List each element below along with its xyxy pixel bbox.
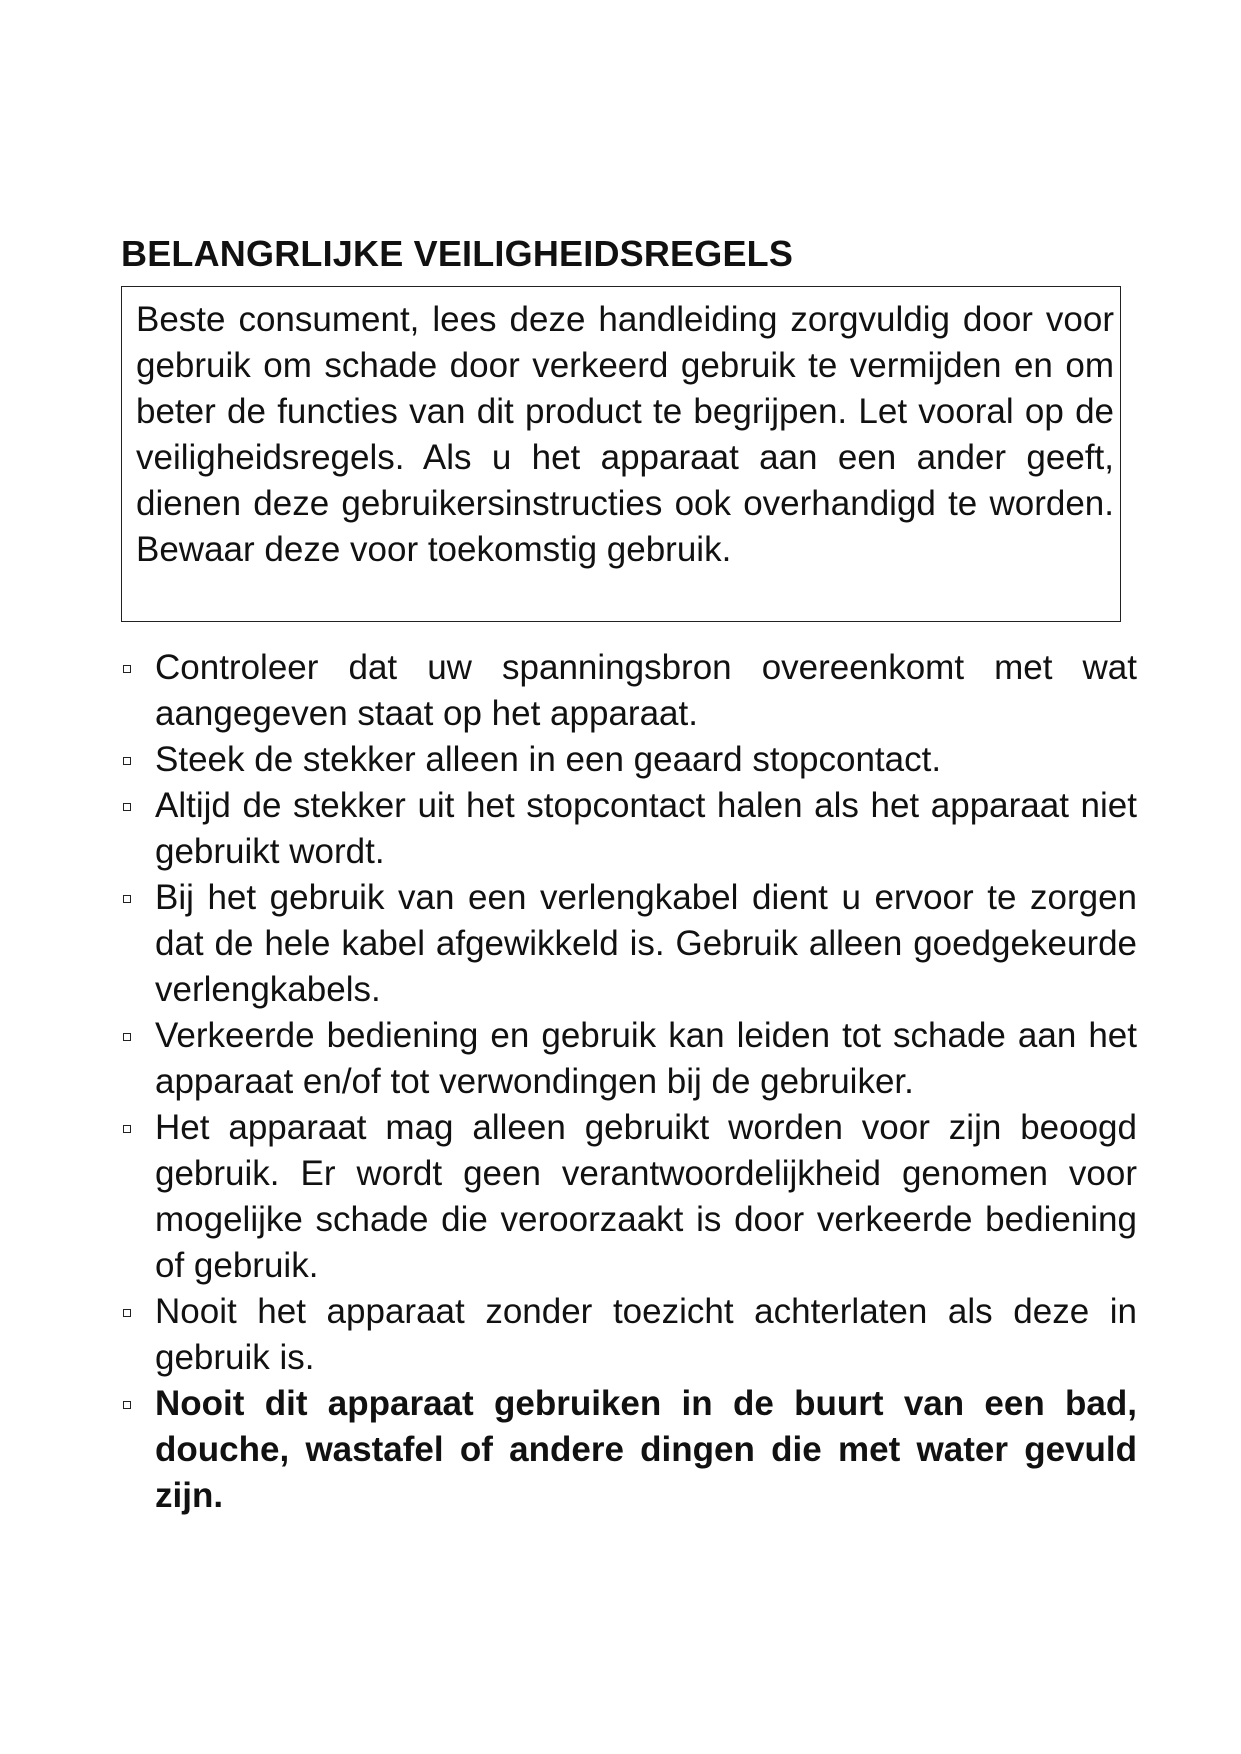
checkbox-bullet-icon — [123, 1309, 131, 1317]
rule-item — [121, 737, 1137, 783]
rule-text: Het apparaat mag alleen gebruikt worden voor zijn beoogd gebruik. Er wordt geen verantwoordelijkheid genomen voor mogelijke schade die veroorzaakt is door verkeerde bediening of gebruik. — [155, 1108, 1137, 1285]
safety-rules-list — [121, 645, 1137, 1519]
rule-item — [121, 875, 1137, 1013]
checkbox-bullet-icon — [123, 757, 131, 765]
rule-item — [121, 1105, 1137, 1289]
rule-item — [121, 783, 1137, 875]
rule-text: Steek de stekker alleen in een geaard stopcontact. — [155, 740, 942, 779]
rule-text: Controleer dat uw spanningsbron overeenkomt met wat aangegeven staat op het apparaat. — [155, 648, 1137, 733]
checkbox-bullet-icon — [123, 803, 131, 811]
checkbox-bullet-icon — [123, 1401, 131, 1409]
rule-text: Bij het gebruik van een verlengkabel dient u ervoor te zorgen dat de hele kabel afgewikkeld is. Gebruik alleen goedgekeurde verlengkabels. — [155, 878, 1137, 1009]
checkbox-bullet-icon — [123, 665, 131, 673]
rule-item-warning — [121, 1381, 1137, 1519]
rule-text: Verkeerde bediening en gebruik kan leiden tot schade aan het apparaat en/of tot verwondingen bij de gebruiker. — [155, 1016, 1137, 1101]
rule-item — [121, 645, 1137, 737]
notice-text: Beste consument, lees deze handleiding zorgvuldig door voor gebruik om schade door verkeerd gebruik te vermijden en om beter de functies van dit product te begrijpen. Let vooral op de veiligheidsregels. Als u het apparaat aan een ander geeft, dienen deze gebruikersinstructies ook overhandigd te worden. Bewaar deze voor toekomstig gebruik. — [136, 300, 1114, 569]
rule-text: Nooit dit apparaat gebruiken in de buurt van een bad, douche, wastafel of andere dingen die met water gevuld zijn. — [155, 1384, 1137, 1515]
rule-item — [121, 1013, 1137, 1105]
rule-item — [121, 1289, 1137, 1381]
checkbox-bullet-icon — [123, 895, 131, 903]
checkbox-bullet-icon — [123, 1033, 131, 1041]
rule-text: Nooit het apparaat zonder toezicht achterlaten als deze in gebruik is. — [155, 1292, 1137, 1377]
rule-text: Altijd de stekker uit het stopcontact halen als het apparaat niet gebruikt wordt. — [155, 786, 1137, 871]
notice-box — [121, 286, 1121, 622]
checkbox-bullet-icon — [123, 1125, 131, 1133]
page-title: BELANGRLIJKE VEILIGHEIDSREGELS — [121, 233, 794, 274]
